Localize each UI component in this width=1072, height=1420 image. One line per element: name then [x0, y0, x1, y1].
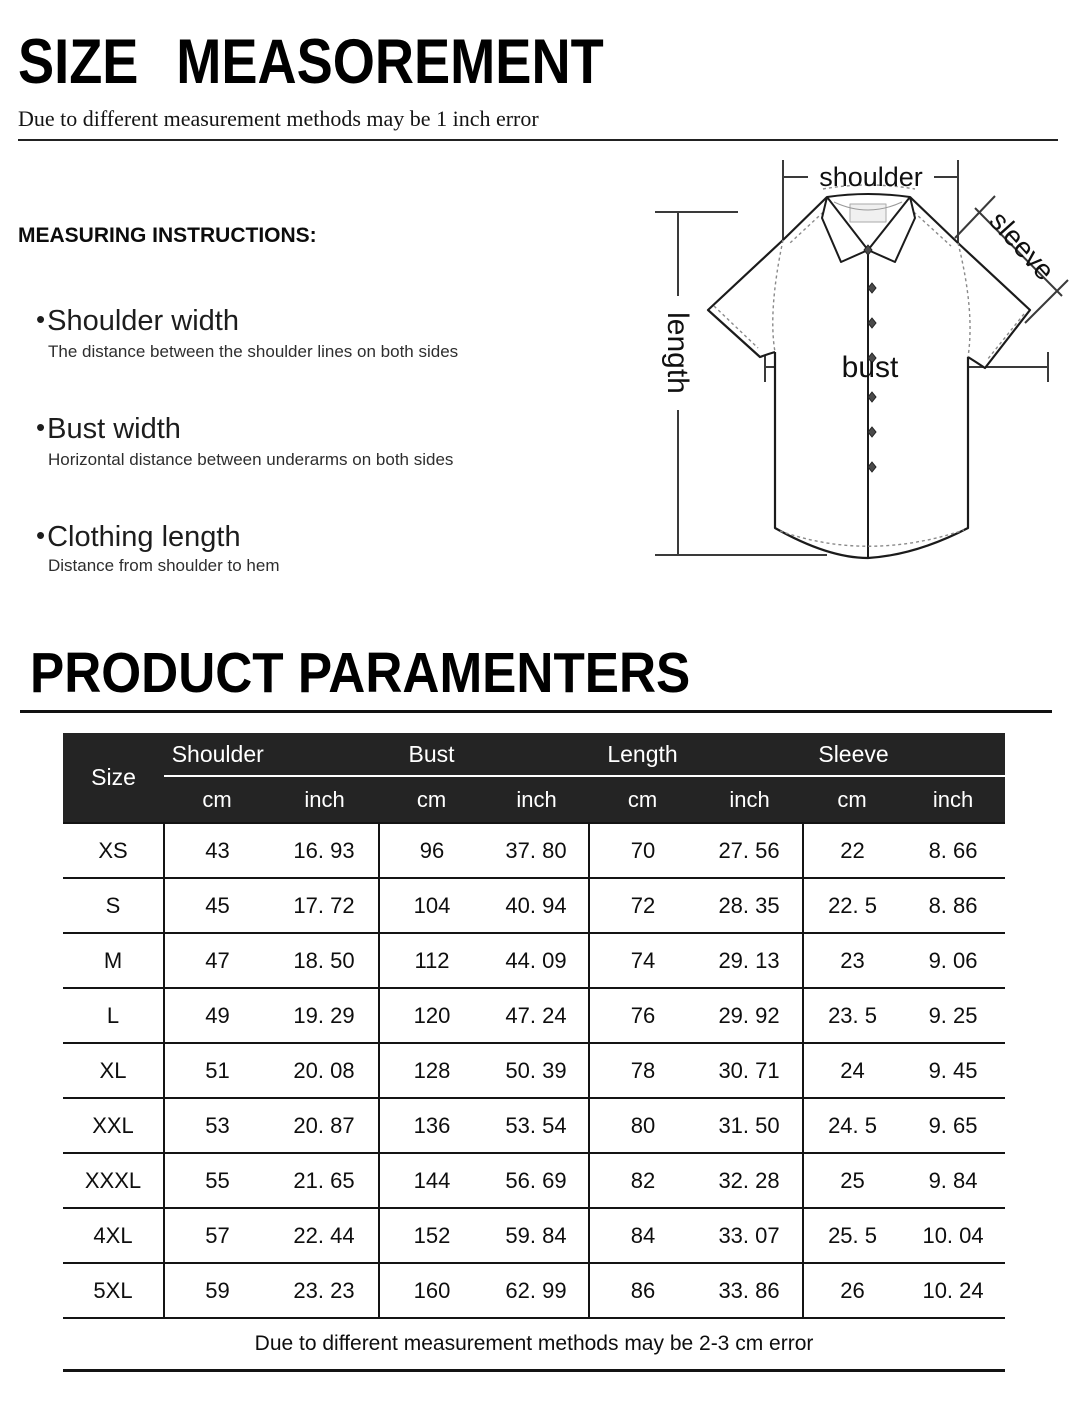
- table-cell: 96: [379, 823, 484, 878]
- table-cell: 84: [589, 1208, 696, 1263]
- instruction-desc-bust-width: Horizontal distance between underarms on both sides: [48, 450, 454, 469]
- table-cell: 144: [379, 1153, 484, 1208]
- product-parameters-heading: PRODUCT PARAMENTERS: [30, 641, 691, 705]
- table-cell: 47: [164, 933, 270, 988]
- instruction-term-bust-width: [36, 412, 181, 446]
- bullet-icon: •: [36, 304, 46, 334]
- table-cell: 47. 24: [484, 988, 589, 1043]
- instruction-term-label: Shoulder width: [47, 305, 239, 337]
- table-cell: 24. 5: [803, 1098, 901, 1153]
- table-cell: 33. 86: [696, 1263, 803, 1318]
- instruction-desc-clothing-length: Distance from shoulder to hem: [48, 556, 280, 575]
- table-cell: 16. 93: [270, 823, 379, 878]
- table-cell: 72: [589, 878, 696, 933]
- table-cell: 10. 04: [901, 1208, 1005, 1263]
- table-cell: 23. 5: [803, 988, 901, 1043]
- table-header-group-row: [63, 733, 1005, 776]
- col-header-label: Bust: [408, 740, 455, 767]
- table-row: [63, 1263, 1005, 1318]
- table-cell: 59: [164, 1263, 270, 1318]
- table-cell: 104: [379, 878, 484, 933]
- table-cell: 128: [379, 1043, 484, 1098]
- size-cell: XXL: [63, 1098, 164, 1153]
- table-cell: 86: [589, 1263, 696, 1318]
- size-cell: M: [63, 933, 164, 988]
- size-cell: XXXL: [63, 1153, 164, 1208]
- instruction-desc-shoulder-width: The distance between the shoulder lines on both sides: [48, 342, 459, 361]
- measuring-instructions-heading: MEASURING INSTRUCTIONS:: [18, 224, 317, 247]
- table-cell: 55: [164, 1153, 270, 1208]
- unit-header-cm: cm: [164, 776, 270, 823]
- table-row: [63, 1208, 1005, 1263]
- table-cell: 25. 5: [803, 1208, 901, 1263]
- table-cell: 19. 29: [270, 988, 379, 1043]
- table-cell: 44. 09: [484, 933, 589, 988]
- table-cell: 160: [379, 1263, 484, 1318]
- table-cell: 49: [164, 988, 270, 1043]
- shirt-measurement-diagram: [628, 146, 1070, 616]
- table-cell: 82: [589, 1153, 696, 1208]
- size-cell: XL: [63, 1043, 164, 1098]
- table-cell: 120: [379, 988, 484, 1043]
- parameters-divider: [20, 710, 1052, 713]
- table-cell: 33. 07: [696, 1208, 803, 1263]
- table-cell: 9. 84: [901, 1153, 1005, 1208]
- col-header-label: Length: [607, 740, 678, 767]
- table-cell: 9. 06: [901, 933, 1005, 988]
- size-table: [63, 733, 1005, 1372]
- table-cell: 20. 08: [270, 1043, 379, 1098]
- instruction-term-clothing-length: [36, 520, 241, 554]
- table-cell: 22. 44: [270, 1208, 379, 1263]
- size-cell: L: [63, 988, 164, 1043]
- unit-header-cm: cm: [803, 776, 901, 823]
- table-cell: 50. 39: [484, 1043, 589, 1098]
- col-header-sleeve: [803, 733, 1005, 776]
- table-cell: 80: [589, 1098, 696, 1153]
- table-row: [63, 1098, 1005, 1153]
- table-cell: 8. 66: [901, 823, 1005, 878]
- title-divider: [18, 139, 1058, 141]
- diagram-label-sleeve: sleeve: [983, 205, 1061, 287]
- bullet-icon: •: [36, 412, 46, 442]
- table-cell: 51: [164, 1043, 270, 1098]
- table-cell: 53: [164, 1098, 270, 1153]
- diagram-label-shoulder: shoulder: [819, 162, 923, 192]
- table-cell: 25: [803, 1153, 901, 1208]
- instruction-term-shoulder-width: [36, 304, 239, 338]
- table-cell: 21. 65: [270, 1153, 379, 1208]
- unit-header-cm: cm: [589, 776, 696, 823]
- table-cell: 22: [803, 823, 901, 878]
- table-cell: 43: [164, 823, 270, 878]
- table-cell: 78: [589, 1043, 696, 1098]
- table-cell: 45: [164, 878, 270, 933]
- page-subtitle: Due to different measurement methods may be 1 inch error: [18, 106, 539, 131]
- col-header-bust: [379, 733, 589, 776]
- diagram-label-length: length: [661, 312, 694, 394]
- table-cell: 56. 69: [484, 1153, 589, 1208]
- unit-header-inch: inch: [484, 776, 589, 823]
- table-cell: 29. 13: [696, 933, 803, 988]
- size-cell: S: [63, 878, 164, 933]
- table-cell: 17. 72: [270, 878, 379, 933]
- table-cell: 112: [379, 933, 484, 988]
- table-cell: 32. 28: [696, 1153, 803, 1208]
- table-cell: 76: [589, 988, 696, 1043]
- col-header-length: [589, 733, 803, 776]
- table-cell: 70: [589, 823, 696, 878]
- table-cell: 136: [379, 1098, 484, 1153]
- instruction-term-label: Bust width: [47, 413, 181, 445]
- table-row: [63, 1043, 1005, 1098]
- table-cell: 27. 56: [696, 823, 803, 878]
- table-cell: 59. 84: [484, 1208, 589, 1263]
- table-cell: 23: [803, 933, 901, 988]
- table-cell: 8. 86: [901, 878, 1005, 933]
- table-cell: 28. 35: [696, 878, 803, 933]
- table-row: [63, 933, 1005, 988]
- table-cell: 20. 87: [270, 1098, 379, 1153]
- table-cell: 24: [803, 1043, 901, 1098]
- unit-header-inch: inch: [901, 776, 1005, 823]
- table-cell: 57: [164, 1208, 270, 1263]
- table-cell: 9. 25: [901, 988, 1005, 1043]
- col-header-label: Shoulder: [171, 740, 264, 767]
- table-cell: 31. 50: [696, 1098, 803, 1153]
- table-cell: 9. 65: [901, 1098, 1005, 1153]
- table-cell: 23. 23: [270, 1263, 379, 1318]
- size-cell: 4XL: [63, 1208, 164, 1263]
- unit-header-cm: cm: [379, 776, 484, 823]
- unit-header-inch: inch: [270, 776, 379, 823]
- table-cell: 22. 5: [803, 878, 901, 933]
- table-row: [63, 823, 1005, 878]
- size-cell: XS: [63, 823, 164, 878]
- table-cell: 9. 45: [901, 1043, 1005, 1098]
- table-cell: 29. 92: [696, 988, 803, 1043]
- bullet-icon: •: [36, 520, 46, 550]
- table-row: [63, 878, 1005, 933]
- table-cell: 74: [589, 933, 696, 988]
- table-cell: 53. 54: [484, 1098, 589, 1153]
- table-cell: 40. 94: [484, 878, 589, 933]
- table-cell: 18. 50: [270, 933, 379, 988]
- col-header-label: Sleeve: [818, 740, 889, 767]
- table-cell: 37. 80: [484, 823, 589, 878]
- table-cell: 152: [379, 1208, 484, 1263]
- table-cell: 26: [803, 1263, 901, 1318]
- diagram-label-bust: bust: [841, 351, 899, 384]
- size-table-container: [63, 733, 1005, 1372]
- col-header-size: Size: [63, 733, 164, 823]
- table-cell: 62. 99: [484, 1263, 589, 1318]
- table-header-unit-row: [63, 776, 1005, 823]
- col-header-shoulder: [164, 733, 379, 776]
- page-title: SIZE MEASOREMENT: [18, 27, 604, 97]
- instruction-term-label: Clothing length: [47, 521, 241, 553]
- table-row: [63, 988, 1005, 1043]
- unit-header-inch: inch: [696, 776, 803, 823]
- table-cell: 10. 24: [901, 1263, 1005, 1318]
- table-note-row: [63, 1318, 1005, 1371]
- table-row: [63, 1153, 1005, 1208]
- table-cell: 30. 71: [696, 1043, 803, 1098]
- table-note: Due to different measurement methods may be 2-3 cm error: [63, 1318, 1005, 1371]
- size-cell: 5XL: [63, 1263, 164, 1318]
